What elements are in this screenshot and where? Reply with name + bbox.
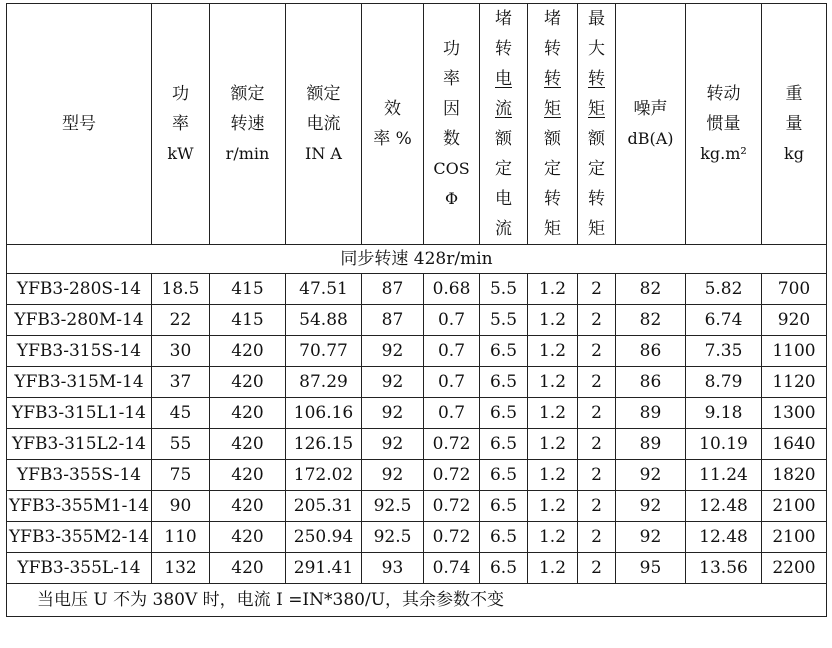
cell-inertia: 8.79 (686, 367, 762, 398)
cell-rated-speed: 420 (210, 336, 286, 367)
cell-power: 37 (152, 367, 210, 398)
table-row (7, 336, 827, 367)
cell-weight: 1300 (762, 398, 827, 429)
header-rated-current: 额定 电流 IN A (286, 4, 362, 245)
cell-rated-speed: 415 (210, 274, 286, 305)
cell-locked-torque-ratio: 1.2 (528, 305, 578, 336)
cell-rated-speed: 420 (210, 367, 286, 398)
cell-inertia: 12.48 (686, 491, 762, 522)
cell-locked-torque-ratio: 1.2 (528, 553, 578, 584)
cell-max-torque-ratio: 2 (578, 522, 616, 553)
cell-max-torque-ratio: 2 (578, 274, 616, 305)
cell-weight: 1100 (762, 336, 827, 367)
header-model: 型号 (7, 4, 152, 245)
cell-rated-current: 126.15 (286, 429, 362, 460)
cell-model: YFB3-355M2-14 (7, 522, 152, 553)
note-row (7, 584, 827, 617)
cell-noise: 92 (616, 522, 686, 553)
cell-rated-speed: 415 (210, 305, 286, 336)
cell-rated-current: 172.02 (286, 460, 362, 491)
cell-power: 75 (152, 460, 210, 491)
cell-efficiency: 87 (362, 274, 424, 305)
cell-model: YFB3-315S-14 (7, 336, 152, 367)
cell-noise: 86 (616, 367, 686, 398)
cell-efficiency: 92 (362, 460, 424, 491)
cell-model: YFB3-315L1-14 (7, 398, 152, 429)
cell-efficiency: 92 (362, 398, 424, 429)
cell-weight: 2100 (762, 491, 827, 522)
cell-efficiency: 92 (362, 336, 424, 367)
cell-rated-current: 47.51 (286, 274, 362, 305)
cell-rated-speed: 420 (210, 429, 286, 460)
cell-model: YFB3-355L-14 (7, 553, 152, 584)
cell-weight: 700 (762, 274, 827, 305)
table-row (7, 522, 827, 553)
table-row (7, 305, 827, 336)
cell-weight: 2200 (762, 553, 827, 584)
cell-weight: 920 (762, 305, 827, 336)
cell-locked-torque-ratio: 1.2 (528, 336, 578, 367)
cell-weight: 2100 (762, 522, 827, 553)
cell-model: YFB3-355S-14 (7, 460, 152, 491)
cell-max-torque-ratio: 2 (578, 367, 616, 398)
header-weight: 重 量 kg (762, 4, 827, 245)
cell-efficiency: 87 (362, 305, 424, 336)
cell-noise: 92 (616, 491, 686, 522)
cell-rated-speed: 420 (210, 398, 286, 429)
header-locked-rotor-current: 堵 转 电 流 额 定 电 流 (480, 4, 528, 245)
cell-weight: 1820 (762, 460, 827, 491)
cell-model: YFB3-315M-14 (7, 367, 152, 398)
sync-speed-row (7, 245, 827, 274)
header-power: 功 率 kW (152, 4, 210, 245)
header-power-factor: 功 率 因 数 COS Φ (424, 4, 480, 245)
cell-power: 30 (152, 336, 210, 367)
cell-power-factor: 0.7 (424, 336, 480, 367)
cell-locked-torque-ratio: 1.2 (528, 274, 578, 305)
cell-rated-speed: 420 (210, 553, 286, 584)
cell-power: 18.5 (152, 274, 210, 305)
cell-max-torque-ratio: 2 (578, 336, 616, 367)
cell-weight: 1120 (762, 367, 827, 398)
table-row (7, 553, 827, 584)
cell-power: 45 (152, 398, 210, 429)
cell-model: YFB3-315L2-14 (7, 429, 152, 460)
cell-max-torque-ratio: 2 (578, 553, 616, 584)
header-noise: 噪声 dB(A) (616, 4, 686, 245)
cell-power-factor: 0.68 (424, 274, 480, 305)
header-inertia: 转动 惯量 kg.m² (686, 4, 762, 245)
cell-model: YFB3-355M1-14 (7, 491, 152, 522)
cell-inertia: 6.74 (686, 305, 762, 336)
table-row (7, 398, 827, 429)
sync-speed-label: 同步转速 428r/min (7, 245, 827, 274)
cell-efficiency: 92 (362, 429, 424, 460)
header-max-torque: 最 大 转 矩 额 定 转 矩 (578, 4, 616, 245)
header-row (7, 4, 827, 245)
cell-locked-current-ratio: 5.5 (480, 274, 528, 305)
cell-efficiency: 92.5 (362, 491, 424, 522)
cell-power-factor: 0.7 (424, 398, 480, 429)
table-row (7, 367, 827, 398)
cell-inertia: 11.24 (686, 460, 762, 491)
cell-rated-current: 250.94 (286, 522, 362, 553)
cell-max-torque-ratio: 2 (578, 460, 616, 491)
cell-efficiency: 93 (362, 553, 424, 584)
cell-locked-torque-ratio: 1.2 (528, 460, 578, 491)
cell-power-factor: 0.7 (424, 305, 480, 336)
cell-locked-torque-ratio: 1.2 (528, 429, 578, 460)
cell-rated-speed: 420 (210, 491, 286, 522)
cell-locked-current-ratio: 6.5 (480, 367, 528, 398)
cell-power-factor: 0.7 (424, 367, 480, 398)
cell-locked-current-ratio: 5.5 (480, 305, 528, 336)
table-row (7, 491, 827, 522)
cell-rated-current: 205.31 (286, 491, 362, 522)
cell-inertia: 7.35 (686, 336, 762, 367)
cell-noise: 82 (616, 274, 686, 305)
table-row (7, 429, 827, 460)
cell-inertia: 5.82 (686, 274, 762, 305)
cell-power-factor: 0.72 (424, 491, 480, 522)
cell-power-factor: 0.74 (424, 553, 480, 584)
cell-noise: 82 (616, 305, 686, 336)
cell-noise: 89 (616, 429, 686, 460)
cell-locked-torque-ratio: 1.2 (528, 367, 578, 398)
table-row (7, 274, 827, 305)
cell-power: 55 (152, 429, 210, 460)
header-locked-rotor-torque: 堵 转 转 矩 额 定 转 矩 (528, 4, 578, 245)
cell-locked-current-ratio: 6.5 (480, 398, 528, 429)
cell-max-torque-ratio: 2 (578, 429, 616, 460)
cell-power: 90 (152, 491, 210, 522)
cell-locked-torque-ratio: 1.2 (528, 398, 578, 429)
footnote: 当电压 U 不为 380V 时，电流 I =IN*380/U，其余参数不变 (7, 584, 827, 617)
cell-efficiency: 92.5 (362, 522, 424, 553)
cell-power: 132 (152, 553, 210, 584)
cell-model: YFB3-280M-14 (7, 305, 152, 336)
cell-locked-current-ratio: 6.5 (480, 522, 528, 553)
cell-locked-current-ratio: 6.5 (480, 491, 528, 522)
cell-inertia: 9.18 (686, 398, 762, 429)
cell-locked-torque-ratio: 1.2 (528, 491, 578, 522)
cell-max-torque-ratio: 2 (578, 305, 616, 336)
cell-power: 110 (152, 522, 210, 553)
cell-max-torque-ratio: 2 (578, 491, 616, 522)
cell-model: YFB3-280S-14 (7, 274, 152, 305)
cell-rated-current: 54.88 (286, 305, 362, 336)
cell-rated-current: 70.77 (286, 336, 362, 367)
table-row (7, 460, 827, 491)
cell-rated-speed: 420 (210, 522, 286, 553)
cell-power-factor: 0.72 (424, 460, 480, 491)
cell-power-factor: 0.72 (424, 522, 480, 553)
cell-noise: 89 (616, 398, 686, 429)
cell-rated-speed: 420 (210, 460, 286, 491)
cell-noise: 95 (616, 553, 686, 584)
cell-rated-current: 87.29 (286, 367, 362, 398)
cell-locked-current-ratio: 6.5 (480, 460, 528, 491)
motor-spec-table (6, 3, 827, 617)
header-rated-speed: 额定 转速 r/min (210, 4, 286, 245)
cell-noise: 86 (616, 336, 686, 367)
cell-inertia: 13.56 (686, 553, 762, 584)
cell-locked-current-ratio: 6.5 (480, 429, 528, 460)
cell-locked-current-ratio: 6.5 (480, 336, 528, 367)
cell-noise: 92 (616, 460, 686, 491)
cell-locked-torque-ratio: 1.2 (528, 522, 578, 553)
cell-rated-current: 106.16 (286, 398, 362, 429)
header-efficiency: 效 率 % (362, 4, 424, 245)
cell-inertia: 12.48 (686, 522, 762, 553)
cell-locked-current-ratio: 6.5 (480, 553, 528, 584)
cell-max-torque-ratio: 2 (578, 398, 616, 429)
cell-power-factor: 0.72 (424, 429, 480, 460)
cell-rated-current: 291.41 (286, 553, 362, 584)
cell-efficiency: 92 (362, 367, 424, 398)
cell-weight: 1640 (762, 429, 827, 460)
cell-inertia: 10.19 (686, 429, 762, 460)
cell-power: 22 (152, 305, 210, 336)
